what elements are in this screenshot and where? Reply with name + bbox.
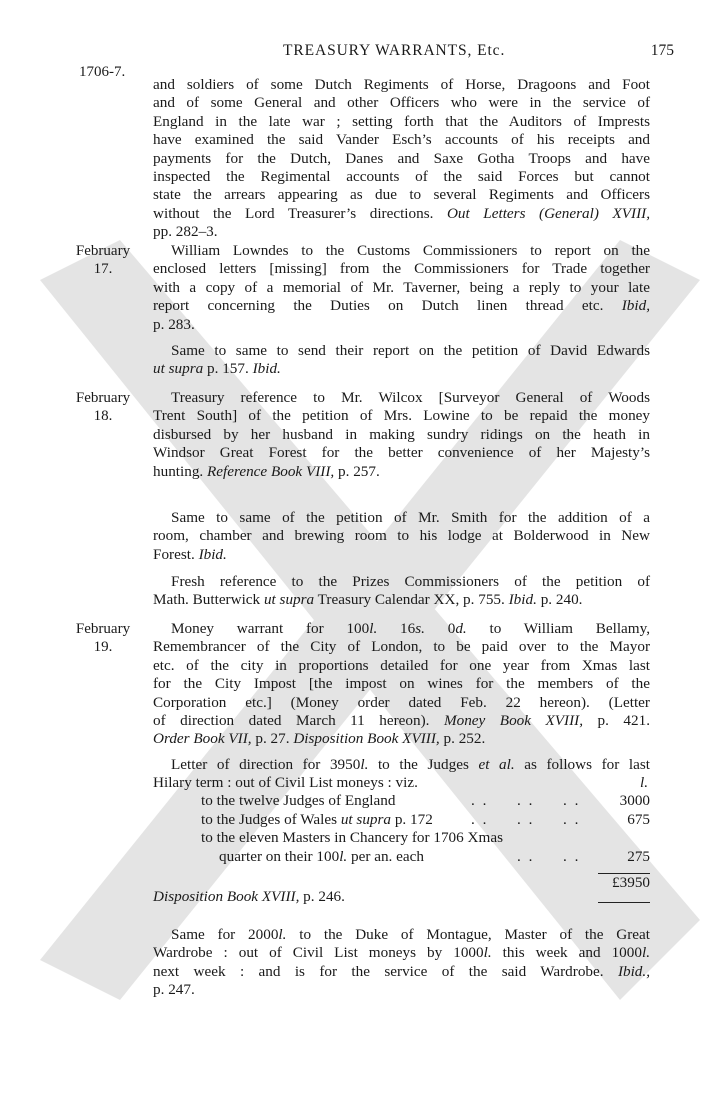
date-margin: February 18. [75,390,131,425]
table-row: to the eleven Masters in Chancery for 1706 Xmas [201,829,503,847]
year-marginal-note: 1706-7. [79,64,126,80]
table-row: Hilary term : out of Civil List moneys : viz. l. [153,774,648,791]
running-title: TREASURY WARRANTS, Etc. [283,42,506,59]
wardrobe-entry: Same for 2000l. to the Duke of Montague, Master of the Great Wardrobe : out of Civil List moneys by 1000l. this week and 1000l. next week : and is for the service of the said Wardrobe. Ibid., p. 247. [153,926,650,999]
source-reference: Ibid., [617,962,650,980]
date-margin: February 19. [75,621,131,656]
table-row: to the twelve Judges of England . . . . . . 3000 [201,792,650,810]
source-reference: Ibid, [621,297,650,315]
total-amount: £3950 [612,873,650,891]
table-row: to the Judges of Wales ut supra p. 172 . . . . . . 675 [201,810,650,828]
source-reference: Ibid. [252,360,281,378]
page-number: 175 [650,42,674,59]
letter-of-direction: Letter of direction for 3950l. to the Judges et al. as follows for last [171,756,650,773]
source-reference: Disposition Book XVIII, [153,888,300,905]
entry-text: and soldiers of some Dutch Regiments of Horse, Dragoons and Foot and of some General and other Officers who were in the service of England in the late war ; setting forth that the Auditors of Imprests have examined the said Vander Esch’s accounts of his receipts and payments for the Dutch, Danes and Saxe Gotha Troops and have inspected the Regimental accounts of the said Forces but cannot state the arrears appearing as due to several Regiments and Officers without the Lord Treasurer’s directions. Out Letters (General) XVIII, pp. 282–3. [153,76,650,241]
date-margin: February 17. [75,243,131,278]
payment-table [153,774,650,892]
table-row: quarter on their 100l. per an. each . . . . 275 [219,847,650,865]
source-reference: Out Letters (General) XVIII, [446,204,650,222]
source-reference: Ibid. [508,591,537,609]
unit-header: l. [639,774,648,791]
source-reference: Reference Book VIII, [207,462,335,480]
page-header [0,42,722,62]
source-reference: Ibid. [198,545,227,563]
